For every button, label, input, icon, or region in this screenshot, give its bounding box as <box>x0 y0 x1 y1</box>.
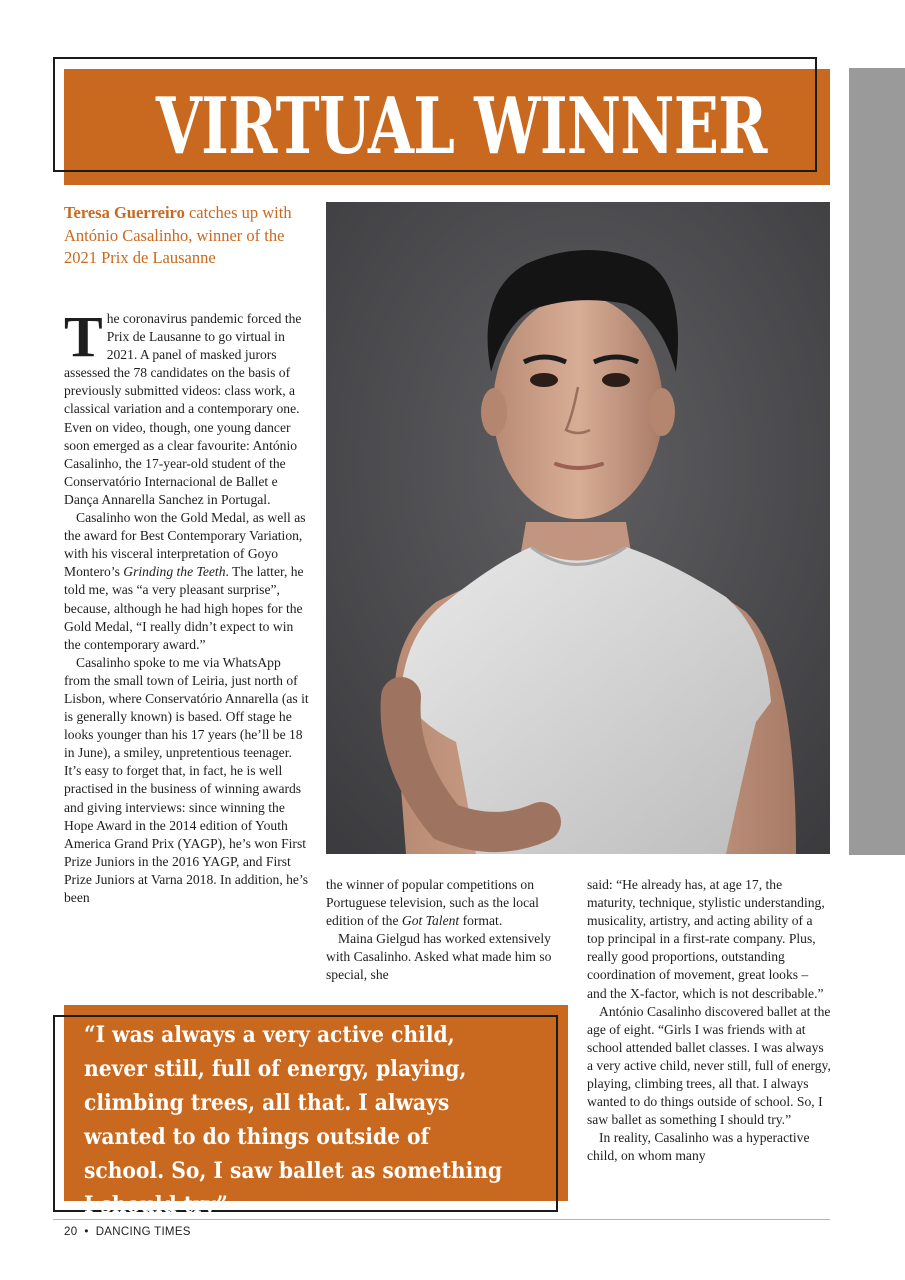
dancer-portrait-illustration <box>326 202 830 854</box>
paragraph <box>326 876 562 930</box>
paragraph: Casalinho spoke to me via WhatsApp from the small town of Leiria, just north of Lisbon, where Conservatório Annarella (as it is generally known) is based. Off stage he looks younger than his 17 years (he’ll be 18 in June), a smiley, unpretentious teenager. It’s easy to forget that, in fact, he is well practised in the business of winning awards and giving interviews: since winning the Hope Award in the 2014 edition of Youth America Grand Prix (YAGP), he’s won First Prize Juniors in the 2016 YAGP, and First Prize Juniors at Varna 2018. In addition, he’s been <box>64 654 309 905</box>
body-column-3 <box>587 876 831 1166</box>
paragraph <box>64 304 310 509</box>
body-column-1 <box>64 304 310 907</box>
paragraph: In reality, Casalinho was a hyperactive child, on whom many <box>587 1130 810 1164</box>
work-title: Grinding the Teeth <box>123 564 226 580</box>
body-column-2 <box>326 876 562 985</box>
paragraph-text: . The latter, he told me, was “a very pleasant surprise”, because, although he had high hopes for the Gold Medal, “I really didn’t expect to win the contemporary award.” <box>64 564 304 652</box>
paragraph-text: he coronavirus pandemic forced the Prix de Lausanne to go virtual in 2021. A panel of masked jurors assessed the 78 candidates on the basis of previously submitted videos: class work, a classical variation and a contemporary one. Even on video, though, one young dancer soon emerged as a clear favourite: António Casalinho, the 17-year-old student of the Conservatório Internacional de Ballet e Dança Annarella Sanchez in Portugal. <box>64 311 302 507</box>
drop-cap: T <box>64 304 103 369</box>
page-footer: 20 • DANCING TIMES <box>64 1226 191 1238</box>
show-title: Got Talent <box>401 913 460 929</box>
standfirst <box>64 202 314 270</box>
paragraph-text: Casalinho won the Gold Medal, as well as the award for Best Contemporary Variation, with his visceral interpretation of Goyo Montero’s <box>64 510 306 580</box>
paragraph-text: the winner of popular competitions on Portuguese television, such as the local edition of the <box>326 877 539 929</box>
footer-rule <box>53 1219 830 1220</box>
paragraph: Maina Gielgud has worked extensively with Casalinho. Asked what made him so special, she <box>326 931 552 983</box>
paragraph: said: “He already has, at age 17, the maturity, technique, stylistic understanding, musicality, artistry, and acting ability of a top principal in a first-rate company. Plus, really good proportions, outstanding coordination of movement, great looks – and the X-factor, which is not describable.” <box>587 877 825 1001</box>
side-tab <box>849 68 905 855</box>
pull-quote: “I was always a very active child, never still, full of energy, playing, climbing trees, all that. I always wanted to do things outside of school. So, I saw ballet as something I should try” <box>84 1022 503 1218</box>
standfirst-text: catches up with António Casalinho, winner of the 2021 Prix de Lausanne <box>64 203 292 267</box>
article-title: VIRTUAL WINNER <box>155 81 767 172</box>
paragraph: António Casalinho discovered ballet at the age of eight. “Girls I was friends with at school attended ballet classes. I was always a very active child, never still, full of energy, playing, climbing trees, all that. I always wanted to do things outside of school. So, I saw ballet as something I should try.” <box>587 1003 831 1128</box>
author-name: Teresa Guerreiro <box>64 203 185 222</box>
paragraph-text: format. <box>459 913 503 929</box>
portrait-photo <box>326 202 830 854</box>
paragraph <box>64 509 310 654</box>
